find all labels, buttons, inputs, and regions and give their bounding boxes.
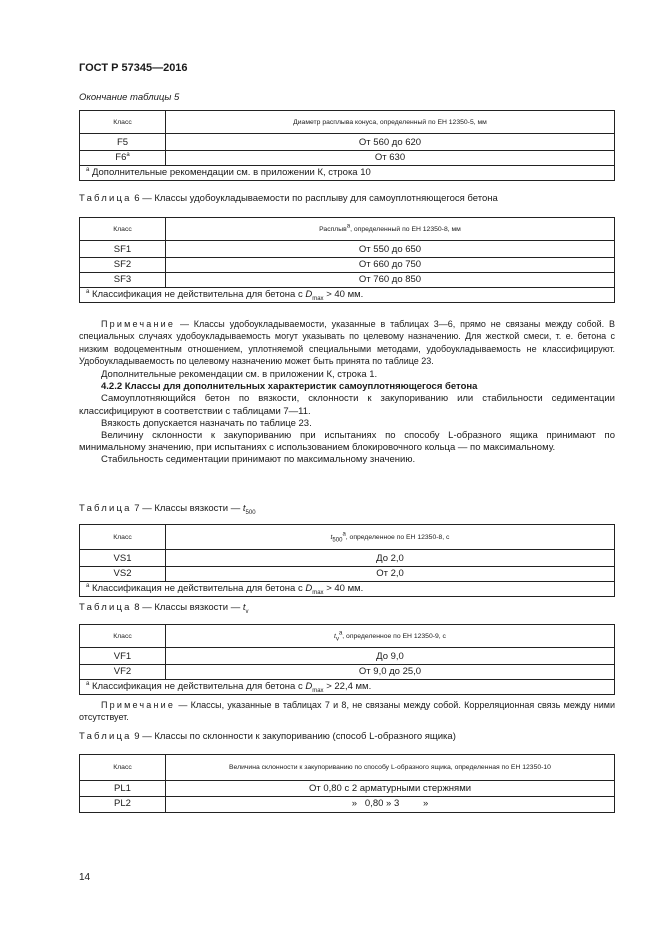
table9-header-class: Класс (80, 755, 166, 781)
table7-header-class: Класс (80, 525, 166, 550)
table5-cell-value: От 560 до 620 (166, 134, 615, 151)
table6-cell-class: SF2 (80, 258, 166, 273)
table5-caption: Окончание таблицы 5 (79, 92, 180, 103)
table5-header-value: Диаметр расплыва конуса, определенный по ЕН 12350-5, мм (166, 111, 615, 134)
table-8 (79, 624, 615, 695)
table8-cell-class: VF2 (80, 665, 166, 680)
table-row (80, 665, 615, 680)
table-row (80, 648, 615, 665)
table9-header-value: Величина склонности к закупориванию по способу L-образного ящика, определенная по ЕН 12350-10 (166, 755, 615, 781)
table6-cell-value: От 760 до 850 (166, 273, 615, 288)
table-row (80, 273, 615, 288)
note-1: Примечание — Классы удобоукладываемости, указанные в таблицах 3—6, прямо не связаны между собой. В специальных случаях удобоукладываемость могут указывать по целевому назначению. Для жесткой смеси, т. е. бетона с низким водоцементным отношением, уплотняемой специальными методами, удобоукладываемость не классифицируют. Удобоукладываемость по целевому назначению может быть принята по таблице 23. (79, 319, 615, 366)
table5-cell-class: F5 (80, 134, 166, 151)
table-row (80, 241, 615, 258)
document-header: ГОСТ Р 57345—2016 (79, 62, 188, 74)
table-row (80, 567, 615, 582)
table9-cell-value: От 0,80 с 2 арматурными стержнями (166, 781, 615, 797)
table6-caption: Таблица 6 — Классы удобоукладываемости по расплыву для самоуплотняющегося бетона (79, 193, 498, 204)
table-row (80, 550, 615, 567)
table9-cell-value: » 0,80 » 3 » (166, 797, 615, 813)
paragraph: Самоуплотняющийся бетон по вязкости, склонности к закупориванию или стабильности седиментации классифицируют в соответствии с таблицами 7—11. (79, 393, 615, 417)
table6-header-class: Класс (80, 218, 166, 241)
table9-caption: Таблица 9 — Классы по склонности к закупориванию (способ L-образного ящика) (79, 731, 456, 742)
table7-cell-class: VS2 (80, 567, 166, 582)
table9-cell-class: PL2 (80, 797, 166, 813)
table7-cell-class: VS1 (80, 550, 166, 567)
table8-cell-class: VF1 (80, 648, 166, 665)
table7-header-value: $t_{500}^a$, определенное по ЕН 12350-8, с (166, 525, 615, 550)
table-row (80, 258, 615, 273)
table-6 (79, 217, 615, 303)
table5-header-class: Класс (80, 111, 166, 134)
table7-footnote: $^a$ Классификация не действительна для бетона с $D_{max} > 40$ мм. (80, 582, 615, 597)
table8-cell-value: До 9,0 (166, 648, 615, 665)
body-text (79, 369, 615, 467)
table-7 (79, 524, 615, 597)
page-number: 14 (79, 872, 91, 883)
table8-header-value: $t_v^a$, определенное по ЕН 12350-9, с (166, 625, 615, 648)
paragraph: Дополнительные рекомендации см. в приложении К, строка 1. (101, 369, 378, 380)
note-2: Примечание — Классы, указанные в таблицах 7 и 8, не связаны между собой. Корреляционная связь между ними отсутствует. (79, 700, 615, 723)
table8-caption: Таблица 8 — Классы вязкости — $t_v$ (79, 602, 249, 615)
table9-cell-class: PL1 (80, 781, 166, 797)
table6-cell-value: От 550 до 650 (166, 241, 615, 258)
table-row (80, 134, 615, 151)
table8-footnote: $^a$ Классификация не действительна для бетона с $D_{max} > 22,4$ мм. (80, 680, 615, 695)
paragraph: Вязкость допускается назначать по таблице 23. (101, 417, 312, 429)
table7-cell-value: От 2,0 (166, 567, 615, 582)
table8-cell-value: От 9,0 до 25,0 (166, 665, 615, 680)
table8-header-class: Класс (80, 625, 166, 648)
table5-cell-class: F6$^a$ (80, 151, 166, 166)
table-row (80, 797, 615, 813)
table-9 (79, 754, 615, 813)
table6-header-value: Расплыв$^a$, определенный по ЕН 12350-8, мм (166, 218, 615, 241)
table7-cell-value: До 2,0 (166, 550, 615, 567)
table5-cell-value: От 630 (166, 151, 615, 166)
table7-caption: Таблица 7 — Классы вязкости — $t_{500}$ (79, 503, 256, 516)
paragraph: Величину склонности к закупориванию при испытаниях по способу L-образного ящика принимают по минимальному значению, при испытаниях с использованием блокировочного кольца — по максимальному. (79, 430, 615, 454)
table6-cell-class: SF3 (80, 273, 166, 288)
table-5 (79, 110, 615, 181)
table6-footnote: $^a$ Классификация не действительна для бетона с $D_{max} > 40$ мм. (80, 288, 615, 303)
table-row (80, 151, 615, 166)
section-heading: 4.2.2 Классы для дополнительных характеристик самоуплотняющегося бетона (101, 381, 478, 393)
table5-footnote: $^a$ Дополнительные рекомендации см. в приложении К, строка 10 (80, 166, 615, 181)
paragraph: Стабильность седиментации принимают по максимальному значению. (101, 454, 416, 466)
table6-cell-class: SF1 (80, 241, 166, 258)
table-row (80, 781, 615, 797)
table6-cell-value: От 660 до 750 (166, 258, 615, 273)
